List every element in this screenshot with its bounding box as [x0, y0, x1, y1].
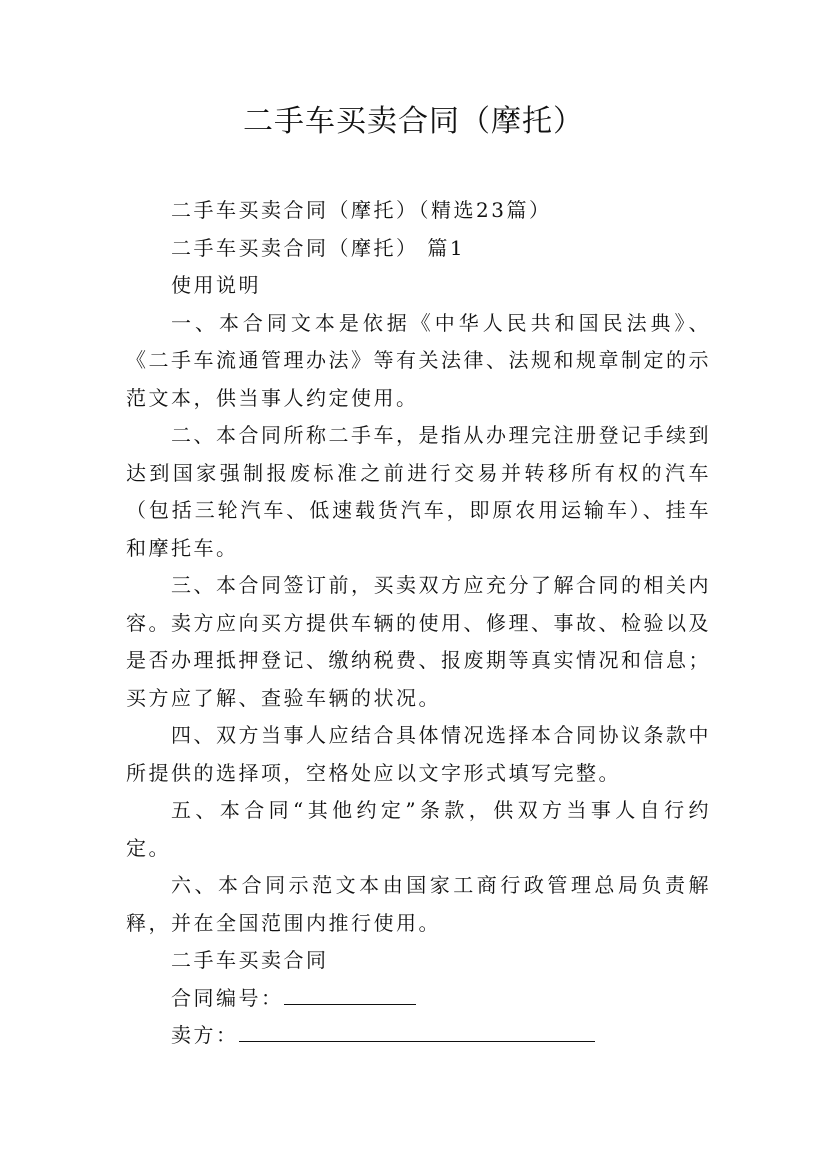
- paragraph-item-1: 一、本合同文本是依据《中华人民共和国民法典》、《二手车流通管理办法》等有关法律、法规和规章制定的示范文本，供当事人约定使用。: [126, 310, 711, 410]
- seller-line: [126, 1017, 711, 1055]
- paragraph-chapter-heading: 二手车买卖合同（摩托） 篇1: [171, 235, 466, 260]
- contract-number-blank: [284, 984, 416, 1005]
- contract-number-line: [126, 980, 711, 1018]
- paragraph-item-5: 五、本合同“其他约定”条款，供双方当事人自行约定。: [126, 798, 711, 860]
- document-title: 二手车买卖合同（摩托）: [243, 104, 584, 139]
- document-body: [126, 192, 711, 1055]
- paragraph-item-3: 三、本合同签订前，买卖双方应充分了解合同的相关内容。卖方应向买方提供车辆的使用、修理、事故、检验以及是否办理抵押登记、缴纳税费、报废期等真实情况和信息；买方应了解、查验车辆的状况。: [126, 573, 711, 710]
- paragraph-item-4: 四、双方当事人应结合具体情况选择本合同协议条款中所提供的选择项，空格处应以文字形式填写完整。: [126, 723, 711, 785]
- paragraph-subtitle: 二手车买卖合同（摩托）（精选23篇）: [171, 198, 552, 222]
- paragraph-usage-heading: 使用说明: [171, 273, 261, 297]
- seller-label: 卖方：: [171, 1023, 239, 1047]
- paragraph-contract-heading: 二手车买卖合同: [171, 948, 329, 972]
- paragraph-item-2: 二、本合同所称二手车，是指从办理完注册登记手续到达到国家强制报废标准之前进行交易并转移所有权的汽车（包括三轮汽车、低速载货汽车，即原农用运输车）、挂车和摩托车。: [126, 423, 711, 560]
- seller-blank: [239, 1021, 595, 1042]
- paragraph-item-6: 六、本合同示范文本由国家工商行政管理总局负责解释，并在全国范围内推行使用。: [126, 873, 711, 935]
- contract-number-label: 合同编号：: [171, 985, 284, 1010]
